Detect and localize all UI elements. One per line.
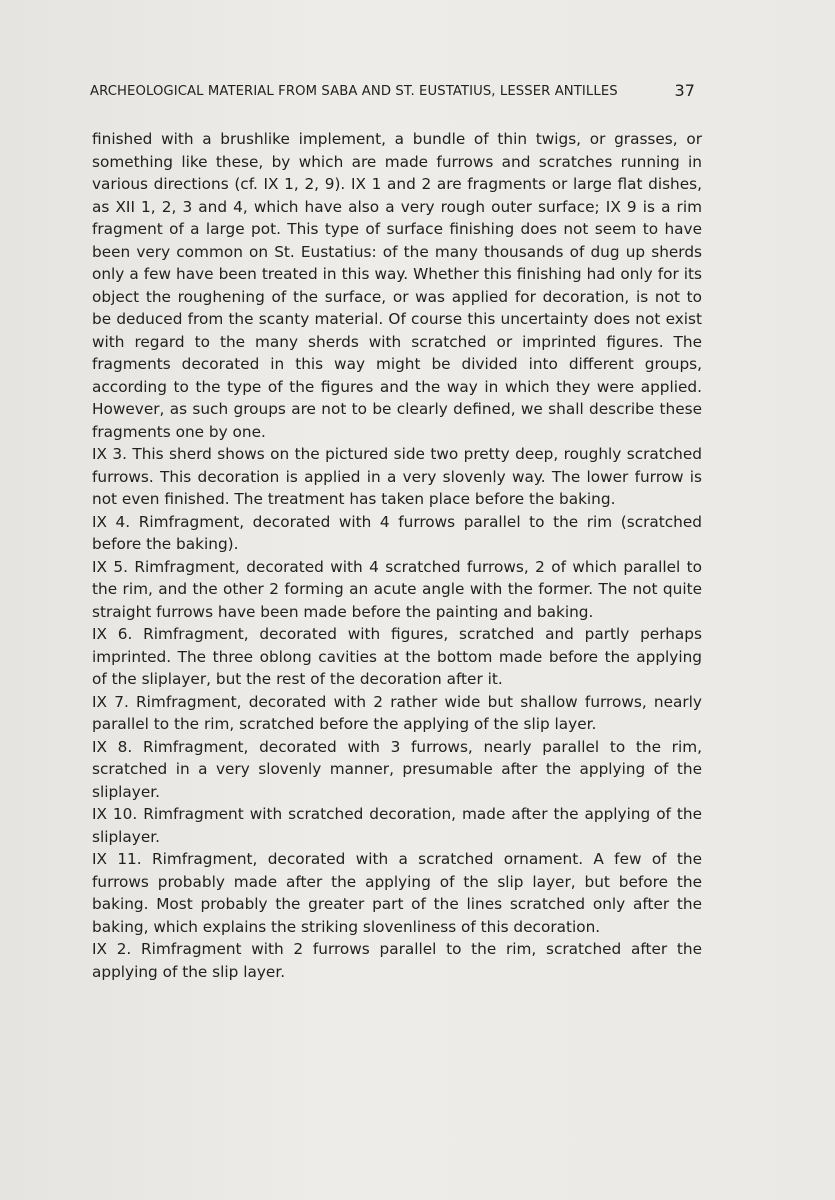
paragraph-intro: finished with a brushlike implement, a bundle of thin twigs, or grasses, or something like these, by which are made furrows and scratches running in various directions (cf. IX 1, 2, 9). IX 1 and 2 are fragments or large flat dishes, as XII 1, 2, 3 and 4, which have also a very rough outer surface; IX 9 is a rim fragment of a large pot. This type of surface finishing does not seem to have been very common on St. Eustatius: of the many thousands of dug up sherds only a few have been treated in this way. Whether this finishing had only for its object the roughening of the surface, or was applied for decoration, is not to be deduced from the scanty material. Of course this uncertainty does not exist with regard to the many sherds with scratched or imprinted figures. The fragments decorated in this way might be divided into different groups, according to the type of the figures and the way in which they were applied. However, as such groups are not to be clearly defined, we shall describe these fragments one by one. [92,130,702,441]
paragraph-ix-2: IX 2. Rimfragment with 2 furrows parallel to the rim, scratched after the applying of the slip layer. [92,940,702,981]
paragraph-ix-3: IX 3. This sherd shows on the pictured side two pretty deep, roughly scratched furrows. This decoration is applied in a very slovenly way. The lower furrow is not even finished. The treatment has taken place before the baking. [92,445,702,508]
header-title: ARCHEOLOGICAL MATERIAL FROM SABA AND ST. EUSTATIUS, LESSER ANTILLES [90,84,618,99]
paragraph-ix-11: IX 11. Rimfragment, decorated with a scratched ornament. A few of the furrows probably made after the applying of the slip layer, but before the baking. Most probably the greater part of the lines scratched only after the baking, which explains the striking slovenliness of this decoration. [92,850,702,936]
running-header [90,81,695,100]
paragraph-ix-7: IX 7. Rimfragment, decorated with 2 rather wide but shallow furrows, nearly parallel to the rim, scratched before the applying of the slip layer. [92,692,702,733]
paragraph-ix-8: IX 8. Rimfragment, decorated with 3 furrows, nearly parallel to the rim, scratched in a very slovenly manner, presumable after the applying of the sliplayer. [92,737,702,801]
body-text [92,128,702,983]
paragraph-ix-5: IX 5. Rimfragment, decorated with 4 scratched furrows, 2 of which parallel to the rim, and the other 2 forming an acute angle with the former. The not quite straight furrows have been made before the painting and baking. [92,557,702,621]
paragraph-ix-4: IX 4. Rimfragment, decorated with 4 furrows parallel to the rim (scratched before the baking). [92,512,702,553]
paragraph-ix-6: IX 6. Rimfragment, decorated with figures, scratched and partly perhaps imprinted. The three oblong cavities at the bottom made before the applying of the sliplayer, but the rest of the decoration after it. [92,625,702,688]
page-number: 37 [674,81,695,100]
paragraph-ix-10: IX 10. Rimfragment with scratched decoration, made after the applying of the sliplayer. [92,805,702,846]
